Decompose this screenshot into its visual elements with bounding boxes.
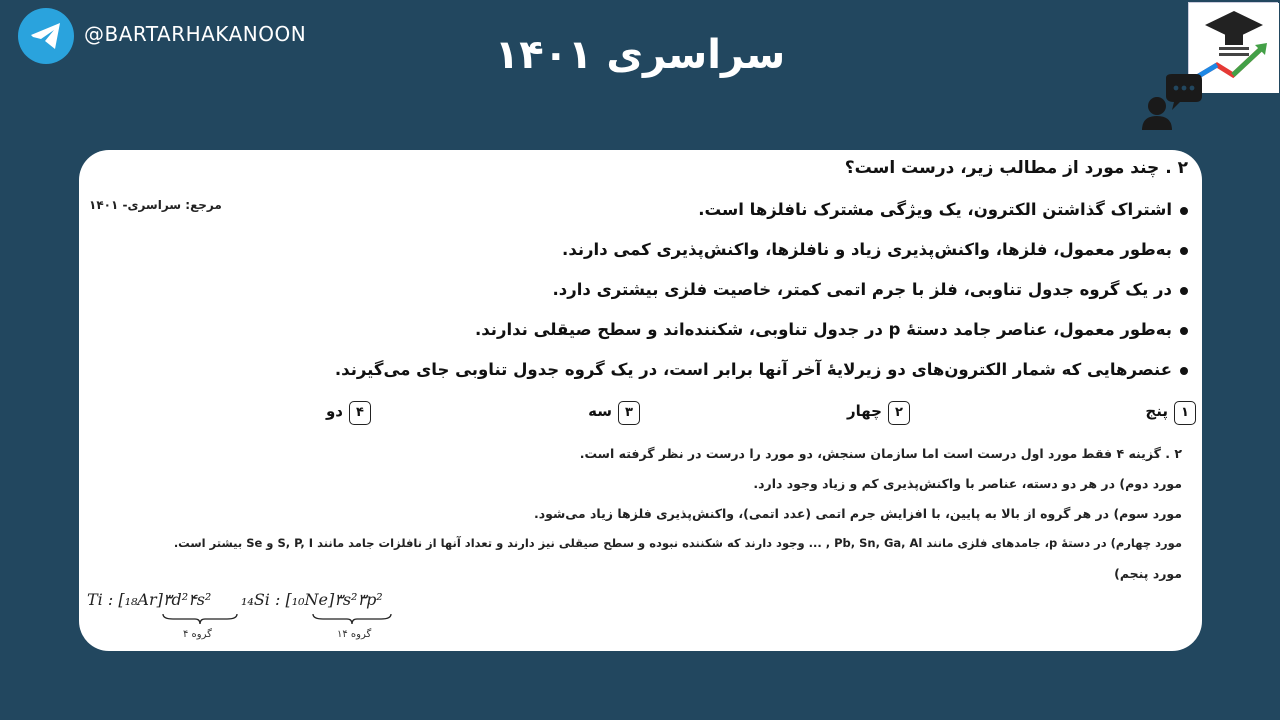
statement-4: به‌طور معمول، عناصر جامد دستهٔ p در جدول تناوبی، شکننده‌اند و سطح صیقلی ندارند.	[475, 320, 1188, 339]
page-title: سراسری ۱۴۰۱	[494, 32, 786, 78]
group-brace-si	[311, 612, 393, 626]
question-card	[79, 150, 1202, 651]
bullet-icon	[1180, 207, 1188, 215]
answer-line-4: مورد چهارم) در دستهٔ p، جامدهای فلزی مانند Pb, Sn, Ga, Al , ... وجود دارند که شکننده نبوده و سطح صیقلی نیز دارند و تعداد آنها از نافلزات جامد مانند S, P, I و Se بیشتر است.	[173, 536, 1182, 550]
answer-line-1: ۲ . گزینه ۴ فقط مورد اول درست است اما سازمان سنجش، دو مورد را درست در نظر گرفته است.	[579, 446, 1182, 461]
question-heading: ۲ . چند مورد از مطالب زیر، درست است؟	[844, 158, 1188, 178]
question-source: مرجع: سراسری- ۱۴۰۱	[89, 198, 222, 212]
bullet-icon	[1180, 287, 1188, 295]
option-4[interactable]: ۴دو	[326, 401, 371, 425]
answer-line-5: مورد پنجم)	[1114, 566, 1182, 581]
bullet-icon	[1180, 327, 1188, 335]
answer-line-2: مورد دوم) در هر دو دسته، عناصر با واکنش‌پذیری کم و زیاد وجود دارد.	[753, 476, 1182, 491]
statement-5: عنصرهایی که شمار الکترون‌های دو زیرلایهٔ آخر آنها برابر است، در یک گروه جدول تناوبی جای می‌گیرند.	[335, 360, 1188, 379]
statement-3: در یک گروه جدول تناوبی، فلز با جرم اتمی کمتر، خاصیت فلزی بیشتری دارد.	[553, 280, 1188, 299]
group-label-ti: گروه ۴	[183, 629, 212, 640]
group-label-si: گروه ۱۴	[337, 629, 372, 640]
channel-handle[interactable]: @BARTARHAKANOON	[84, 22, 307, 46]
answer-line-3: مورد سوم) در هر گروه از بالا به پایین، با افزایش جرم اتمی (عدد اتمی)، واکنش‌پذیری فلزها زیاد می‌شود.	[533, 506, 1182, 521]
group-brace-ti	[161, 612, 239, 626]
user-chat-icon	[1140, 74, 1202, 136]
option-3[interactable]: ۳سه	[588, 401, 640, 425]
bullet-icon	[1180, 367, 1188, 375]
electron-config-si: ₁₄Si : [₁₀Ne]۳s²۳p²	[241, 590, 383, 609]
bullet-icon	[1180, 247, 1188, 255]
option-1[interactable]: ۱پنج	[1145, 401, 1196, 425]
statement-1: اشتراک گذاشتن الکترون، یک ویژگی مشترک نافلزها است.	[698, 200, 1188, 219]
statement-2: به‌طور معمول، فلزها، واکنش‌پذیری زیاد و نافلزها، واکنش‌پذیری کمی دارند.	[562, 240, 1188, 259]
electron-config-ti: Ti : [₁₈Ar]۳d²۴s²	[87, 590, 212, 609]
option-2[interactable]: ۲چهار	[847, 401, 910, 425]
